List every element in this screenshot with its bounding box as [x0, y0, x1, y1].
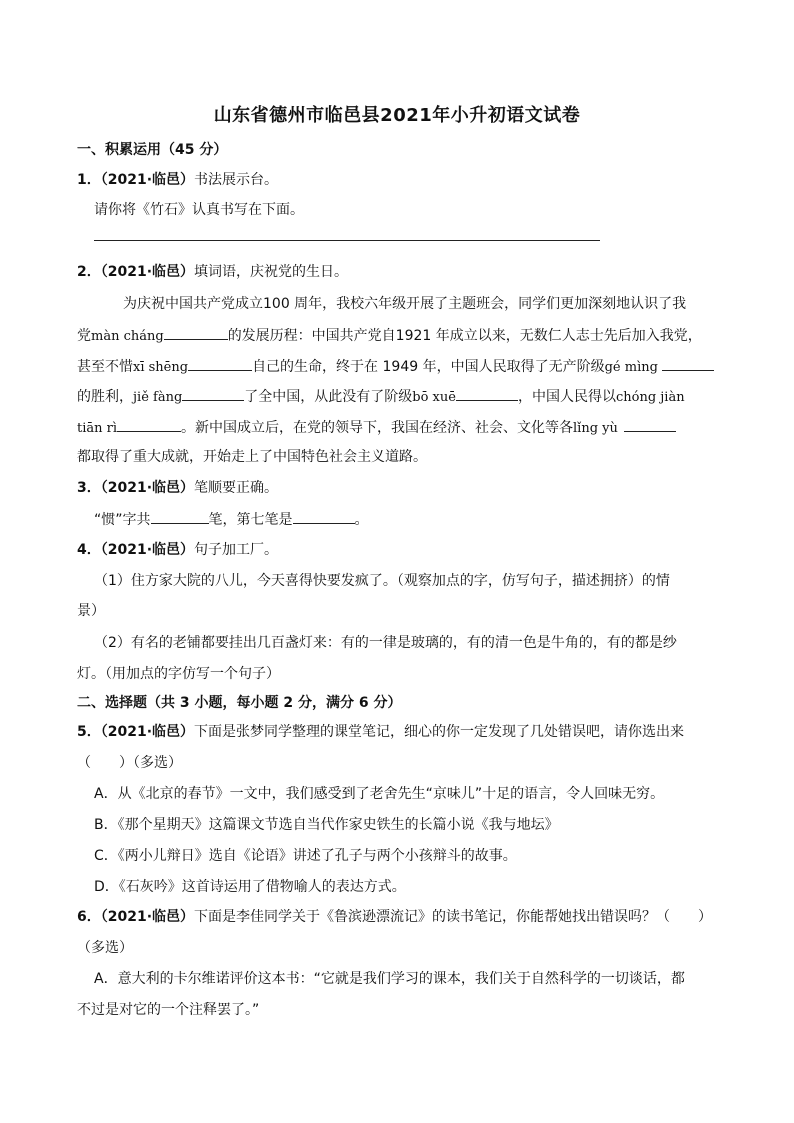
pinyin: bō xuē — [412, 390, 456, 405]
option-b[interactable]: B．《那个星期天》这篇课文节选自当代作家史铁生的长篇小说《我与地坛》 — [94, 817, 559, 833]
section-heading-2: 二、选择题（共 3 小题，每小题 2 分，满分 6 分） — [77, 695, 402, 711]
option-a[interactable]: A．从《北京的春节》一文中，我们感受到了老舍先生“京味儿”十足的语言，令人回味无穷。 — [94, 786, 665, 802]
question-3-line: “惯”字共 笔，第七笔是 。 — [94, 509, 369, 530]
question-tag: （2021·临邑） — [100, 172, 195, 188]
pinyin: lǐng yù — [573, 421, 618, 436]
answer-paren: （ ）（多选） — [77, 755, 182, 771]
fill-blank[interactable] — [164, 325, 228, 340]
question-stem: 下面是张梦同学整理的课堂笔记，细心的你一定发现了几处错误吧，请你选出来 — [194, 724, 685, 740]
writing-line[interactable] — [94, 240, 600, 241]
question-stem: 填词语，庆祝党的生日。 — [194, 264, 349, 280]
fill-blank[interactable] — [117, 417, 181, 432]
question-tag: （2021·临邑） — [100, 909, 195, 925]
fill-blank[interactable] — [456, 386, 518, 401]
pinyin: xī shēng — [133, 360, 189, 375]
passage-line-5: tiān rì 。新中国成立后，在党的领导下，我国在经济、社会、文化等各lǐng yù — [77, 417, 676, 439]
question-4 — [77, 540, 278, 560]
question-number: 1． — [77, 172, 101, 188]
question-stem: 下面是李佳同学关于《鲁滨逊漂流记》的读书笔记，你能帮她找出错误吗？（ ） — [194, 909, 713, 925]
question-number: 3． — [77, 480, 101, 496]
question-tag: （2021·临邑） — [100, 724, 195, 740]
question-tag: （2021·临邑） — [100, 480, 195, 496]
sub-question-1-cont: 景） — [77, 603, 105, 619]
fill-blank[interactable] — [188, 356, 252, 371]
fill-blank[interactable] — [151, 509, 209, 524]
sub-question-2: （2）有名的老铺都要挂出几百盏灯来：有的一律是玻璃的，有的清一色是牛角的，有的都是纱 — [94, 635, 677, 651]
question-1-instruction: 请你将《竹石》认真书写在下面。 — [94, 202, 304, 218]
passage-line-3: 甚至不惜xī shēng 自己的生命，终于在 1949 年，中国人民取得了无产阶级gé mìng — [77, 356, 714, 378]
passage-line-6: 都取得了重大成就，开始走上了中国特色社会主义道路。 — [77, 449, 427, 465]
passage-line-1: 为庆祝中国共产党成立100 周年，我校六年级开展了主题班会，同学们更加深刻地认识了我 — [123, 296, 687, 312]
option-a-cont: 不过是对它的一个注释罢了。” — [77, 1002, 260, 1018]
question-5 — [77, 722, 684, 742]
option-d[interactable]: D．《石灰吟》这首诗运用了借物喻人的表达方式。 — [94, 879, 406, 895]
fill-blank[interactable] — [624, 417, 676, 432]
option-a[interactable]: A．意大利的卡尔维诺评价这本书：“它就是我们学习的课本，我们关于自然科学的一切谈话，都 — [94, 971, 685, 987]
question-stem: 句子加工厂。 — [194, 542, 279, 558]
fill-blank[interactable] — [662, 356, 714, 371]
sub-question-2-cont: 灯。（用加点的字仿写一个句子） — [77, 666, 280, 682]
question-stem: 书法展示台。 — [194, 172, 279, 188]
question-stem: 笔顺要正确。 — [194, 480, 279, 496]
question-3 — [77, 478, 278, 498]
pinyin: jiě fàng — [133, 390, 183, 405]
question-tag: （2021·临邑） — [100, 264, 195, 280]
question-tag: （2021·临邑） — [100, 542, 195, 558]
question-1 — [77, 170, 278, 190]
option-c[interactable]: C．《两小儿辩日》选自《论语》讲述了孔子与两个小孩辩斗的故事。 — [94, 848, 517, 864]
passage-line-4: 的胜利，jiě fàng 了全中国，从此没有了阶级bō xuē ，中国人民得以chóng jiàn — [77, 386, 685, 408]
sub-question-1: （1）住方家大院的八儿，今天喜得快要发疯了。（观察加点的字，仿写句子，描述拥挤）的情 — [94, 573, 670, 589]
page-title: 山东省德州市临邑县2021年小升初语文试卷 — [213, 105, 581, 126]
pinyin: tiān rì — [77, 421, 118, 436]
question-number: 6． — [77, 909, 101, 925]
pinyin: chóng jiàn — [615, 390, 685, 405]
passage-line-2: 党màn cháng 的发展历程：中国共产党自1921 年成立以来，无数仁人志士先后加入我党， — [77, 325, 702, 347]
question-number: 4． — [77, 542, 101, 558]
question-number: 2． — [77, 264, 101, 280]
pinyin: gé mìng — [604, 360, 658, 375]
pinyin: màn cháng — [91, 329, 164, 344]
question-2 — [77, 262, 348, 282]
fill-blank[interactable] — [182, 386, 244, 401]
question-number: 5． — [77, 724, 101, 740]
question-6 — [77, 907, 712, 927]
fill-blank[interactable] — [293, 509, 355, 524]
multi-select-note: （多选） — [77, 940, 133, 956]
section-heading-1: 一、积累运用（45 分） — [77, 142, 228, 158]
